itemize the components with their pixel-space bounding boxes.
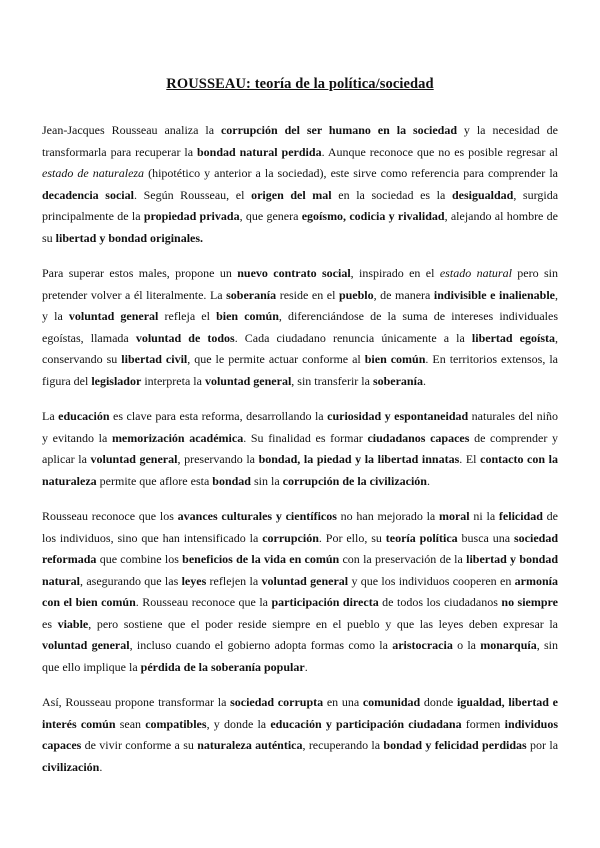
bold-term: individuos capaces xyxy=(42,716,558,752)
text-run: que combine los xyxy=(96,552,183,566)
text-run: . Aunque reconoce que no es posible regresar al xyxy=(321,144,558,159)
bold-term: armonía con el bien común xyxy=(42,573,558,609)
bold-term: contacto con la naturaleza xyxy=(42,452,558,488)
bold-term: indivisible e inalienable xyxy=(433,287,555,302)
text-run: de los individuos, sino que han intensificado la xyxy=(42,509,558,545)
bold-term: corrupción de la civilización xyxy=(282,473,427,488)
bold-term: aristocracia xyxy=(392,638,453,652)
bold-term: participación directa xyxy=(271,595,379,609)
bold-term: corrupción del ser humano en la sociedad xyxy=(220,123,457,137)
paragraph-5 xyxy=(42,692,558,778)
bold-term: beneficios de la vida en común xyxy=(182,552,340,566)
bold-term: soberanía xyxy=(226,287,277,302)
document-body xyxy=(42,120,558,792)
text-run: , incluso cuando el gobierno adopta formas como la xyxy=(129,638,393,652)
text-run: . Por ello, su xyxy=(318,530,386,545)
text-run: , conservando su xyxy=(42,330,558,366)
text-run: , sin transferir la xyxy=(291,373,373,388)
text-run: sean xyxy=(115,716,146,731)
bold-term: monarquía xyxy=(480,638,537,652)
paragraph-4 xyxy=(42,506,558,678)
text-run: , preservando la xyxy=(177,452,259,466)
text-run: es xyxy=(42,616,58,631)
text-run: ni la xyxy=(469,509,499,523)
text-run: . Según Rousseau, el xyxy=(133,187,252,202)
text-run: Para superar estos males, propone un xyxy=(42,266,238,280)
bold-term: pérdida de la soberanía popular xyxy=(140,659,305,674)
bold-term: pueblo xyxy=(338,287,374,302)
text-run: sin la xyxy=(250,473,283,488)
text-run: La xyxy=(42,409,59,423)
text-run: , alejando al hombre de su xyxy=(42,209,558,245)
bold-term: comunidad xyxy=(362,695,421,709)
bold-term: compatibles xyxy=(145,716,207,731)
bold-term: bien común xyxy=(364,352,426,366)
text-run: o la xyxy=(452,638,481,652)
bold-term: bien común xyxy=(216,309,279,323)
bold-term: decadencia social xyxy=(42,187,134,202)
bold-term: viable xyxy=(57,616,89,631)
text-run: . Su finalidad es formar xyxy=(243,430,368,445)
bold-term: educación xyxy=(58,409,110,423)
text-run: , surgida principalmente de la xyxy=(42,187,559,223)
bold-term: teoría política xyxy=(385,530,458,545)
text-run: , que le permite actuar conforme al xyxy=(187,352,365,366)
text-run: en la sociedad es la xyxy=(331,187,452,202)
bold-term: sociedad corrupta xyxy=(230,695,324,709)
text-run: . xyxy=(304,659,308,674)
text-run: . El xyxy=(459,452,481,466)
text-run: de todos los ciudadanos xyxy=(378,595,502,609)
text-run: pero sin pretender volver a él literalmente. La xyxy=(42,266,559,302)
text-run: . xyxy=(422,373,426,388)
text-run: donde xyxy=(420,695,457,709)
paragraph-1 xyxy=(42,120,558,249)
bold-term: naturaleza auténtica xyxy=(197,738,303,752)
bold-term: igualdad, libertad e interés común xyxy=(42,695,559,731)
bold-term: curiosidad y espontaneidad xyxy=(327,409,469,423)
bold-term: voluntad general xyxy=(204,373,292,388)
paragraph-2 xyxy=(42,263,558,392)
text-run: , sin que ello implique la xyxy=(42,638,558,674)
bold-term: legislador xyxy=(91,373,142,388)
page-title: ROUSSEAU: teoría de la política/sociedad xyxy=(166,76,434,92)
text-run: . Cada ciudadano renuncia únicamente a la xyxy=(234,330,472,345)
text-run: , y la xyxy=(42,287,558,323)
bold-term: ciudadanos capaces xyxy=(367,430,470,445)
text-run: , diferenciándose de la suma de intereses individuales egoístas, llamada xyxy=(42,309,558,345)
bold-term: moral xyxy=(438,509,470,523)
bold-term: educación y participación ciudadana xyxy=(270,716,462,731)
bold-term: origen del mal xyxy=(251,187,332,202)
bold-term: voluntad general xyxy=(68,309,159,323)
italic-term: estado natural xyxy=(439,266,512,280)
bold-term: nuevo contrato social xyxy=(237,266,351,280)
bold-term: desigualdad xyxy=(451,187,514,202)
bold-term: avances culturales y científicos xyxy=(177,509,337,523)
bold-term: memorización académica xyxy=(111,430,244,445)
bold-term: propiedad privada xyxy=(143,209,240,223)
text-run: por la xyxy=(526,738,559,752)
bold-term: voluntad general xyxy=(261,573,349,588)
text-run: reside en el xyxy=(276,287,339,302)
text-run: interpreta la xyxy=(141,373,205,388)
italic-term: estado de naturaleza xyxy=(42,166,145,180)
paragraph-3 xyxy=(42,406,558,492)
bold-term: bondad natural perdida xyxy=(196,144,322,159)
bold-term: libertad civil xyxy=(121,352,188,366)
text-run: naturales del niño y evitando la xyxy=(42,409,558,445)
bold-term: sociedad reformada xyxy=(42,530,558,566)
bold-term: bondad, la piedad y la libertad innatas xyxy=(258,452,460,466)
text-run: (hipotético y anterior a la sociedad), este sirve como referencia para comprender la xyxy=(144,166,558,180)
text-run: y que los individuos cooperen en xyxy=(348,573,515,588)
bold-term: voluntad general xyxy=(90,452,178,466)
bold-term: libertad y bondad natural xyxy=(42,552,559,588)
text-run: en una xyxy=(323,695,363,709)
text-run: . Rousseau reconoce que la xyxy=(135,595,272,609)
text-run: , pero sostiene que el poder reside siempre en el pueblo y que las leyes deben expresar la xyxy=(88,616,559,631)
bold-term: voluntad de todos xyxy=(135,330,235,345)
text-run: Así, Rousseau propone transformar la xyxy=(42,695,231,709)
text-run: , asegurando que las xyxy=(80,573,182,588)
text-run: , que genera xyxy=(239,209,302,223)
bold-term: soberanía xyxy=(372,373,423,388)
text-run: de vivir conforme a su xyxy=(81,738,198,752)
bold-term: felicidad xyxy=(498,509,543,523)
text-run: y la necesidad de transformarla para recuperar la xyxy=(42,123,559,159)
text-run: Rousseau reconoce que los xyxy=(42,509,178,523)
bold-term: libertad y bondad originales. xyxy=(55,230,204,245)
bold-term: no siempre xyxy=(501,595,558,609)
bold-term: libertad egoísta xyxy=(471,330,555,345)
bold-term: voluntad general xyxy=(42,638,130,652)
text-run: refleja el xyxy=(158,309,217,323)
text-run: , de manera xyxy=(373,287,434,302)
text-run: . En territorios extensos, la figura del xyxy=(42,352,558,388)
text-run: . xyxy=(426,473,430,488)
text-run: . xyxy=(99,759,103,774)
text-run: permite que aflore esta xyxy=(96,473,213,488)
text-run: reflejen la xyxy=(206,573,262,588)
text-run: de comprender y aplicar la xyxy=(42,430,559,466)
text-run: formen xyxy=(461,716,505,731)
bold-term: bondad y felicidad perdidas xyxy=(383,738,527,752)
text-run: con la preservación de la xyxy=(339,552,467,566)
bold-term: egoísmo, codicia y rivalidad xyxy=(301,209,445,223)
bold-term: civilización xyxy=(42,759,100,774)
text-run: , inspirado en el xyxy=(350,266,440,280)
text-run: es clave para esta reforma, desarrollando la xyxy=(109,409,328,423)
text-run: , y donde la xyxy=(206,716,271,731)
text-run: Jean-Jacques Rousseau analiza la xyxy=(42,123,221,137)
bold-term: corrupción xyxy=(262,530,319,545)
bold-term: leyes xyxy=(181,573,207,588)
bold-term: bondad xyxy=(212,473,251,488)
text-run: busca una xyxy=(457,530,514,545)
text-run: , recuperando la xyxy=(302,738,384,752)
text-run: no han mejorado la xyxy=(336,509,439,523)
